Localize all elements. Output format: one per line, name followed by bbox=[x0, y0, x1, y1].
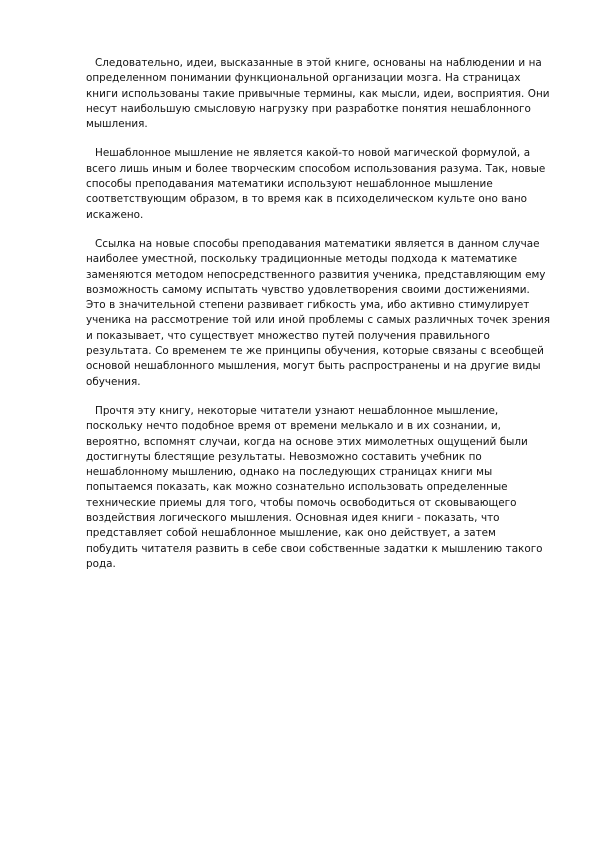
paragraph-3: Ссылка на новые способы преподавания математики является в данном случае наиболее уместной, поскольку традиционные методы подхода к математике заменяются методом непосредственного развития ученика, представляющим ему возможность самому испытать чувство удовлетворения своими достижениями. Это в значительной степени развивает гибкость ума, ибо активно стимулирует ученика на рассмотрение той или иной проблемы с самых различных точек зрения и показывает, что существует множество путей получения правильного результата. Со временем те же принципы обучения, которые связаны с всеобщей основой нешаблонного мышления, могут быть распространены и на другие виды обучения. bbox=[86, 237, 551, 388]
paragraph-1: Следовательно, идеи, высказанные в этой книге, основаны на наблюдении и на определенном понимании функциональной организации мозга. На страницах книги использованы такие привычные термины, как мысли, идеи, восприятия. Они несут наибольшую смысловую нагрузку при разработке понятия нешаблонного мышления. bbox=[86, 57, 550, 131]
paragraph-2: Нешаблонное мышление не является какой-то новой магической формулой, а всего лишь иным и более творческим способом использования разума. Так, новые способы преподавания математики используют нешаблонное мышление соответствующим образом, в то время как в психоделическом культе оно вано искажено. bbox=[86, 147, 546, 221]
body-text bbox=[86, 56, 550, 586]
paragraph-4: Прочтя эту книгу, некоторые читатели узнают нешаблонное мышление, поскольку нечто подобное время от времени мелькало и в их сознании, и, вероятно, вспомнят случаи, когда на основе этих мимолетных ощущений были достигнуты блестящие результаты. Невозможно составить учебник по нешаблонному мышлению, однако на последующих страницах книги мы попытаемся показать, как можно сознательно использовать определенные технические приемы для того, чтобы помочь освободиться от сковывающего воздействия логического мышления. Основная идея книги - показать, что представляет собой нешаблонное мышление, как оно действует, а затем побудить читателя развить в себе свои собственные задатки к мышлению такого рода. bbox=[86, 404, 543, 570]
